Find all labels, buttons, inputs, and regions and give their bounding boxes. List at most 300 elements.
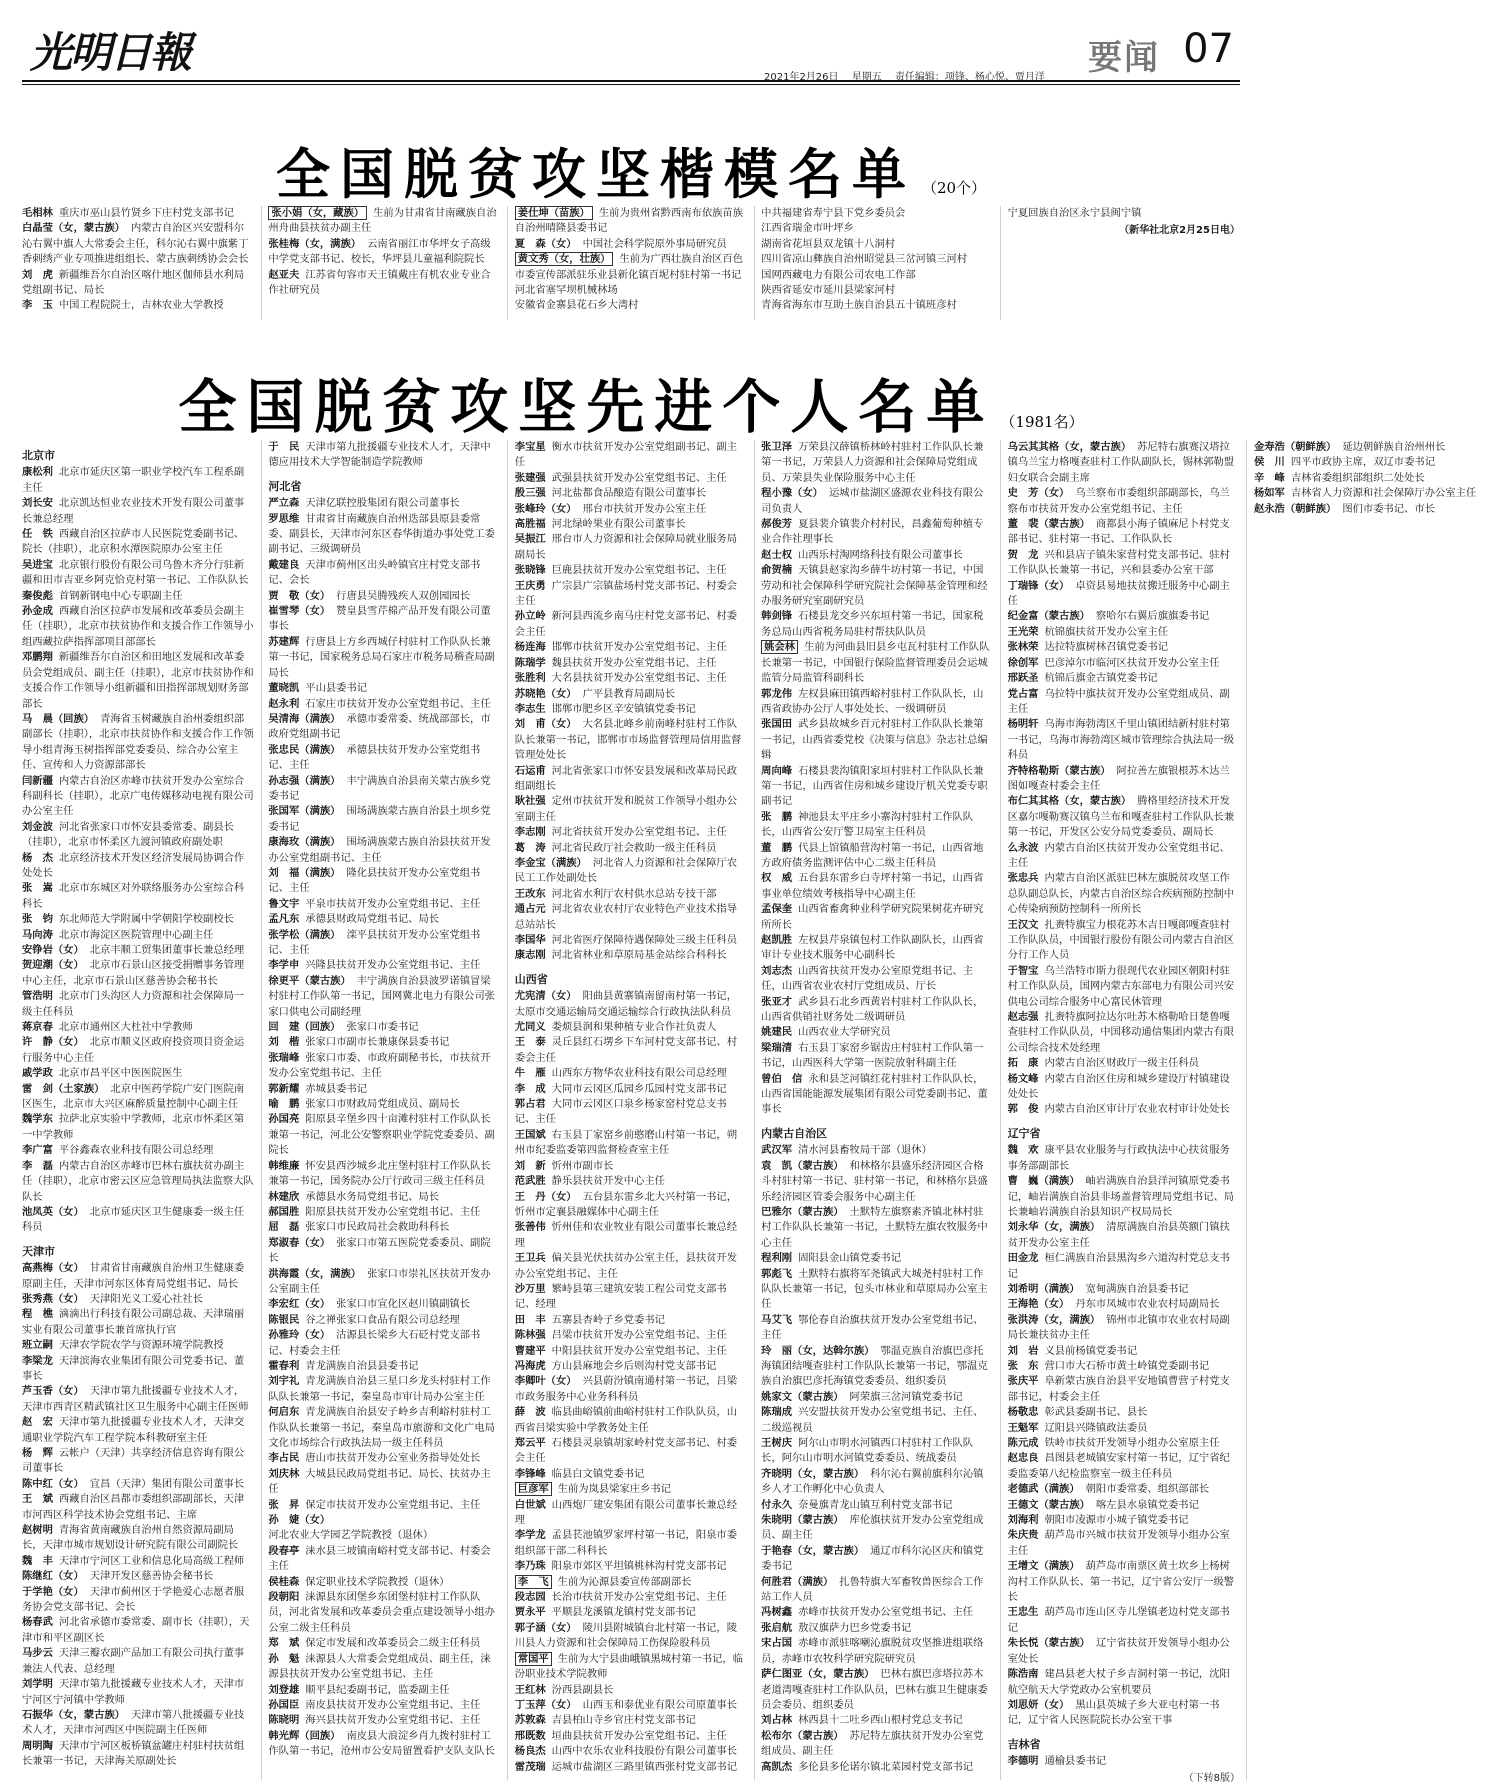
person-description: 科尔沁右翼前旗科尔沁镇乡人才工作孵化中心负责人 xyxy=(761,1467,984,1496)
person-description: 唐山市扶贫开发办公室业务指导处处长 xyxy=(305,1452,481,1465)
person-name: 高胜福 xyxy=(514,518,546,531)
person-name: 杨 辉 xyxy=(22,1447,53,1459)
person-name: 赵忠良 xyxy=(1007,1452,1039,1465)
list-item xyxy=(1008,1102,1240,1117)
list-item xyxy=(515,764,747,795)
person-name: 张学松（满族） xyxy=(268,928,341,941)
list-item xyxy=(268,1020,500,1035)
person-description: 西藏自治区拉萨市发展和改革委员会副主任（挂职），北京市扶贫协作和支援合作工作领导小组西藏拉萨指挥部项目部部长 xyxy=(22,605,254,648)
person-name: 段志园 xyxy=(514,1591,546,1604)
person-name: 蒋京春 xyxy=(22,1021,53,1034)
list-item xyxy=(22,774,254,820)
person-description: 垣曲县扶贫开发办公室党组书记、主任 xyxy=(551,1729,727,1742)
person-description: 丹东市凤城市农业农村局副局长 xyxy=(1075,1298,1220,1311)
person-description: 和林格尔县盛乐经济园区合格斗村驻村第一书记、驻村第一书记，和林格尔县盛乐经济园区管委会服务中心副主任 xyxy=(761,1159,988,1203)
person-name: 丁玉萍（女） xyxy=(514,1698,577,1711)
person-name: 陈中红（女） xyxy=(22,1477,84,1490)
person-name: 袁 凯（蒙古族） xyxy=(761,1159,844,1172)
person-name: 张忠民（满族） xyxy=(268,743,341,756)
model-list-body xyxy=(22,206,1240,320)
issue-weekday: 星期五 xyxy=(851,72,882,83)
person-name: 李乃珠 xyxy=(514,1560,546,1573)
person-name: 杨如军 xyxy=(1253,487,1285,500)
list-item xyxy=(22,1143,254,1158)
list-item xyxy=(761,841,993,872)
list-item xyxy=(268,774,500,805)
list-item xyxy=(515,841,747,856)
person-name: 赵士权 xyxy=(761,548,793,561)
person-name: 张 嵩 xyxy=(22,882,53,895)
person-description: 静乐县扶贫开发中心主任 xyxy=(551,1175,665,1188)
person-description: 朝阳市委常委、组织部部长 xyxy=(1085,1483,1210,1496)
list-item xyxy=(268,712,500,743)
list-item xyxy=(22,650,254,712)
person-description: 大同市云冈区口泉乡杨家窑村党总支书记、主任 xyxy=(514,1098,727,1126)
person-description: 赤城县委书记 xyxy=(305,1082,368,1095)
person-name: 雷茂瑞 xyxy=(514,1760,546,1773)
person-description: 邯郸市肥乡区辛安镇镇党委书记 xyxy=(551,702,696,715)
person-description: 国网西藏电力有限公司农电工作部 xyxy=(761,268,916,281)
person-description: 天津农学院农学与资源环境学院教授 xyxy=(58,1339,224,1352)
list-item xyxy=(1008,1559,1240,1605)
person-description: 吉林省人力资源和社会保障厅办公室主任 xyxy=(1290,487,1477,500)
list-item xyxy=(22,558,254,589)
person-name: 刘思妍（女） xyxy=(1007,1698,1070,1711)
list-item xyxy=(515,1621,747,1652)
person-description: 北京市延庆区第一职业学校汽车工程系副主任 xyxy=(22,466,245,494)
list-item xyxy=(761,1072,993,1118)
person-description: 察哈尔右翼后旗旗委书记 xyxy=(1095,610,1210,623)
list-item xyxy=(515,517,747,532)
list-item xyxy=(515,298,747,313)
person-description: 重庆市巫山县竹贤乡下庄村党支部书记 xyxy=(58,207,234,219)
person-name: 孙金成 xyxy=(22,605,53,618)
person-description: 青海省玉树藏族自治州委组织部副部长（挂职），北京市扶贫协作和支援合作工作领导小组青海玉树指挥部党委委员、综合办公室主任、宣传和人力资源部部长 xyxy=(22,712,254,772)
person-description: 河北省张家口市怀安县委常委、副县长（挂职），北京市怀柔区九渡河镇政府副处职 xyxy=(22,820,234,849)
person-description: 河北省民政厅社会救助一级主任科员 xyxy=(551,841,717,854)
person-name: 董 鹏 xyxy=(761,841,793,854)
person-description: 张家口市宣化区赵川镇副镇长 xyxy=(336,1298,471,1311)
list-item xyxy=(515,1359,747,1374)
person-name: 毛相林 xyxy=(22,207,53,219)
list-item xyxy=(515,1035,747,1066)
person-description: 涞源县东团堡乡东团堡村驻村工作队队员，河北省发展和改革委员会重点建设领导小组办公室二级主任科员 xyxy=(268,1591,495,1634)
person-description: 敖汉旗萨力巴乡党委书记 xyxy=(798,1621,912,1634)
person-description: 土默特右旗将军尧镇武大城尧村驻村工作队队长兼第一书记，包头市林业和草原局办公室主任 xyxy=(761,1267,988,1311)
person-description: 西藏自治区拉萨市人民医院党委副书记、院长（挂职），北京积水潭医院原办公室主任 xyxy=(22,528,245,556)
list-item xyxy=(268,1190,500,1205)
list-item xyxy=(1008,1010,1240,1056)
list-item xyxy=(761,1390,993,1405)
person-name: 刘 甫（女） xyxy=(514,718,577,731)
list-item xyxy=(761,268,993,283)
list-item xyxy=(1008,1436,1240,1451)
list-item xyxy=(1008,1313,1240,1344)
list-item xyxy=(515,1405,747,1436)
person-description: 五台县东雷乡北大兴村第一书记，忻州市定襄县融媒体中心副主任 xyxy=(514,1190,738,1218)
person-description: 阿拉善左旗银根苏木达兰图如嘎查村委会主任 xyxy=(1007,764,1230,792)
person-description: 义县前杨镇党委书记 xyxy=(1044,1344,1138,1357)
list-item xyxy=(515,1559,747,1574)
person-name: 徐创军 xyxy=(1007,656,1039,669)
person-description: 河北省扶贫开发办公室党组书记、主任 xyxy=(551,826,727,839)
person-description: 河北省张家口市怀安县发展和改革局民政组副组长 xyxy=(514,764,738,792)
person-name: 王汉文 xyxy=(1007,918,1039,931)
advanced-list-count: （1981名） xyxy=(1000,413,1084,431)
person-name: 孙国亮 xyxy=(268,1113,300,1126)
person-name: 赵永浩（朝鲜族） xyxy=(1253,502,1337,515)
list-item xyxy=(515,1220,747,1251)
list-item xyxy=(515,856,747,887)
person-description: 涞源县人大常委会党组成员、副主任，涞源县扶贫开发办公室党组书记、主任 xyxy=(268,1652,491,1681)
person-description: 中国工程院院士，吉林农业大学教授 xyxy=(58,299,224,312)
person-description: 张家口市民政局社会救助科科长 xyxy=(305,1221,450,1234)
person-name: 杨明轩 xyxy=(1007,718,1039,731)
person-description: 大名县扶贫开发办公室党组书记、主任 xyxy=(551,672,727,685)
person-name: 齐特格勒斯（蒙古族） xyxy=(1007,764,1111,777)
person-description: 夏县裴介镇裴介村村民，昌鑫葡萄种植专业合作社理事长 xyxy=(761,518,984,546)
list-item xyxy=(22,989,254,1020)
list-item xyxy=(268,1451,500,1466)
person-description: 兴安盟扶贫开发办公室党组书记、主任、二级巡视员 xyxy=(761,1406,984,1434)
person-description: 赤峰市派驻喀喇沁旗脱贫攻坚推进组联络员，赤峰市农牧科学研究院研究员 xyxy=(761,1637,984,1665)
person-description: 长治市扶贫开发办公室党组书记、主任 xyxy=(551,1591,727,1604)
person-description: 临县白文镇党委书记 xyxy=(551,1467,645,1480)
person-name: 孙 魁 xyxy=(268,1652,300,1665)
person-name: 刘庆林 xyxy=(268,1467,300,1480)
person-name: 宋占国 xyxy=(761,1637,793,1650)
list-item xyxy=(22,1554,254,1569)
person-description: 繁峙县第三建筑安装工程公司党支部书记、经理 xyxy=(514,1282,727,1311)
person-description: 拉萨北京实验中学教师，北京市怀柔区第一中学教师 xyxy=(22,1113,245,1141)
person-name: 丁瑞锋（女） xyxy=(1007,579,1070,592)
person-description: 天津亿联控股集团有限公司董事长 xyxy=(305,497,460,510)
region-heading: 山西省 xyxy=(514,972,548,986)
list-item xyxy=(515,1482,747,1497)
person-name: 杨敬忠 xyxy=(1007,1406,1039,1419)
person-description: 四平市政协主席，双辽市委书记 xyxy=(1290,456,1435,469)
person-name: 王改东 xyxy=(514,887,546,900)
person-name: 池凤英（女） xyxy=(22,1205,84,1218)
person-description: 北京凯达恒业农业技术开发有限公司董事长兼总经理 xyxy=(22,497,245,525)
person-name: 霍春利 xyxy=(268,1359,300,1372)
list-item xyxy=(515,252,747,283)
person-name: 赵永利 xyxy=(268,697,300,710)
person-description: 孟县苌池镇罗家坪村第一书记，阳泉市委组织部干部二科科长 xyxy=(514,1529,738,1557)
list-item xyxy=(761,237,993,252)
person-name: 白晶莹（女，蒙古族） xyxy=(22,222,125,235)
person-name: 沙万里 xyxy=(514,1282,546,1295)
person-name: 付永久 xyxy=(761,1498,793,1511)
person-name: 张亚才 xyxy=(761,995,793,1008)
list-item xyxy=(1008,717,1240,763)
person-description: 土默特左旗察素齐镇北林村驻村工作队队长兼第一书记，土默特左旗农牧服务中心主任 xyxy=(761,1205,988,1249)
list-item xyxy=(1008,548,1240,579)
list-item xyxy=(761,995,993,1026)
list-item xyxy=(515,1698,747,1713)
person-description: 北京市顺义区政府投资项目资金运行服务中心主任 xyxy=(22,1036,245,1064)
person-name: 苏建辉 xyxy=(268,635,300,648)
list-item xyxy=(761,1344,993,1390)
list-item xyxy=(761,1159,993,1205)
person-description: 谷之禅张家口食品有限公司总经理 xyxy=(305,1313,460,1326)
person-name: 孙志强（满族） xyxy=(268,774,341,787)
top-rule-thin xyxy=(22,84,1240,85)
person-description: 平泉市扶贫开发办公室党组书记、主任 xyxy=(305,897,481,910)
person-description: 多伦县多伦诺尔镇北菜园村党支部书记 xyxy=(798,1760,974,1773)
person-description: 天津市宁河区板桥镇盆罐庄村驻村扶贫组长兼第一书记，天津海关原副处长 xyxy=(22,1739,245,1768)
list-item xyxy=(1008,1698,1240,1729)
person-name: 侯 川 xyxy=(1253,456,1285,469)
list-item xyxy=(1008,609,1240,624)
list-item xyxy=(761,221,993,236)
person-description: 青龙满族自治县三星口乡龙头村驻村工作队队长兼第一书记，秦皇岛市审计局办公室主任 xyxy=(268,1375,491,1403)
list-item xyxy=(22,1446,254,1477)
list-item xyxy=(761,1621,993,1636)
person-name: 于学艳（女） xyxy=(22,1585,84,1598)
person-name: 姜仕坤（苗族） xyxy=(515,206,593,220)
person-description: 运城市盐湖区三路里镇西张村党支部书记 xyxy=(551,1760,738,1773)
person-description: 兴县蔚汾镇南通村第一书记，吕梁市政务服务中心业务科科员 xyxy=(514,1375,738,1403)
list-item xyxy=(268,496,500,511)
person-name: 陈晓明 xyxy=(268,1714,300,1727)
person-description: 丰宁满族自治县南关蒙古族乡党委书记 xyxy=(268,774,491,802)
list-item xyxy=(22,1112,254,1143)
person-description: 河北省水利厅农村供水总站专技干部 xyxy=(551,887,717,900)
person-name: 韩维廉 xyxy=(268,1159,300,1172)
list-item xyxy=(761,1760,993,1775)
list-item xyxy=(268,635,500,681)
person-name: 尤宪清（女） xyxy=(514,990,577,1003)
person-name: 康海玫（满族） xyxy=(268,836,341,849)
person-description: 苏尼特右旗赛汉塔拉镇乌兰宝力格嘎查驻村工作队副队长，锡林郭勒盟妇女联合会副主席 xyxy=(1007,441,1235,484)
person-description: 行唐县吴腾残疾人双创园园长 xyxy=(336,589,471,602)
person-name: 巨彦军 xyxy=(515,1482,552,1496)
list-item xyxy=(515,1760,747,1775)
list-item xyxy=(1008,206,1240,221)
list-item xyxy=(761,1041,993,1072)
person-name: 郭 俊 xyxy=(1007,1103,1039,1116)
person-description: 承德市委常委、统战部部长，市政府党组副书记 xyxy=(268,712,491,741)
list-item xyxy=(22,589,254,604)
region-heading: 辽宁省 xyxy=(1007,1126,1041,1140)
person-description: 北京银行股份有限公司乌鲁木齐分行驻新疆和田市吉亚乡阿克恰克村第一书记、工作队队长 xyxy=(22,558,249,587)
section-name: 要闻 xyxy=(1088,38,1160,78)
person-name: 刘学明 xyxy=(22,1678,53,1691)
list-item xyxy=(268,958,500,973)
person-name: 秦俊彪 xyxy=(22,589,53,602)
person-name: 马 晨（回族） xyxy=(22,712,95,725)
list-item xyxy=(268,1328,500,1359)
person-name: 李 飞 xyxy=(515,1575,552,1589)
person-description: 行唐县上方乡西城仔村驻村工作队队长兼第一书记，国家税务总局石家庄市税务局稽查局副局长 xyxy=(268,635,495,679)
person-name: 吴清海（满族） xyxy=(268,712,341,725)
list-item xyxy=(1254,440,1486,455)
person-description: 武乡县石北乡西黄岩村驻村工作队队长，山西省供销社财务处二级调研员 xyxy=(761,995,984,1024)
person-name: 张国军（满族） xyxy=(268,805,341,818)
person-description: 邯郸市扶贫开发办公室党组书记、主任 xyxy=(551,641,727,654)
model-list-count: （20个） xyxy=(921,179,987,197)
person-name: 刘希明（满族） xyxy=(1007,1282,1080,1295)
list-item xyxy=(268,237,500,268)
list-item xyxy=(515,1590,747,1605)
person-name: 王红林 xyxy=(514,1683,546,1696)
list-item xyxy=(268,1112,500,1158)
person-name: 曾伯 信 xyxy=(761,1072,803,1085)
model-list-title: 全国脱贫攻坚楷模名单 xyxy=(275,143,916,206)
person-name: 刘宇礼 xyxy=(268,1375,300,1388)
list-item xyxy=(1008,687,1240,718)
person-name: 陈元成 xyxy=(1007,1437,1039,1449)
person-description: 邢台市人力资源和社会保障局就业服务局副局长 xyxy=(514,533,738,561)
person-name: 韩剑锋 xyxy=(761,610,793,623)
list-item xyxy=(515,887,747,902)
person-name: 王增文（满族） xyxy=(1007,1560,1080,1573)
list-item xyxy=(761,206,993,221)
list-item xyxy=(268,1729,500,1760)
person-description: 张家口市委、市政府副秘书长，市扶贫开发办公室党组书记、主任 xyxy=(268,1051,491,1080)
person-name: 郭彪飞 xyxy=(761,1267,793,1280)
person-name: 王魁军 xyxy=(1007,1421,1039,1434)
person-name: 贾 敬（女） xyxy=(268,589,331,602)
list-item xyxy=(515,794,747,825)
list-item xyxy=(515,471,747,486)
person-description: 新疆维吾尔自治区和田地区发展和改革委员会党组成员、副主任（挂职），北京市扶贫协作和支援合作工作领导小组新疆和田指挥部规划财务部部长 xyxy=(22,651,254,710)
person-description: 邢台市扶贫开发办公室主任 xyxy=(582,502,707,515)
person-name: 鲁文宇 xyxy=(268,897,300,910)
person-name: 贺迎潮（女） xyxy=(22,959,84,972)
person-name: 张洪涛（女，满族） xyxy=(1007,1313,1101,1326)
list-item xyxy=(515,1436,747,1467)
list-item xyxy=(22,928,254,943)
person-description: 生前为岚县梁家庄乡书记 xyxy=(557,1483,671,1496)
person-description: 葫芦岛市兴城市扶贫开发领导小组办公室主任 xyxy=(1007,1529,1230,1557)
person-name: 杨连海 xyxy=(514,641,546,654)
list-item xyxy=(1008,579,1240,610)
person-description: 内蒙古自治区住房和城乡建设厅村镇建设处处长 xyxy=(1007,1072,1230,1101)
person-description: 天津市第九批援藏专业技术人才，天津市宁河区宁河镇中学教师 xyxy=(22,1678,245,1706)
list-item xyxy=(761,609,993,640)
list-item xyxy=(22,1354,254,1385)
list-item xyxy=(515,1729,747,1744)
person-name: 王海艳（女） xyxy=(1007,1298,1070,1311)
advanced-list-body xyxy=(22,440,1477,1780)
person-description: 黑山县英城子乡大亚屯村第一书记，辽宁省人民医院院长办公室干事 xyxy=(1007,1698,1220,1727)
list-item xyxy=(1008,1056,1240,1071)
person-description: 青海省黄南藏族自治州自然资源局副局长，天津市城市规划设计研究院有限公司副院长 xyxy=(22,1524,239,1552)
person-description: 南皮县大浪淀乡肖九拨村驻村工作队第一书记，沧州市公安局留置看护支队支队长 xyxy=(268,1729,495,1758)
person-name: 武汉军 xyxy=(761,1144,793,1157)
person-name: 薛 波 xyxy=(514,1406,546,1419)
list-item xyxy=(761,440,993,486)
person-name: 于 民 xyxy=(268,441,300,453)
person-description: 葫芦岛市南票区黄土坎乡上杨树沟村工作队队长、第一书记，辽宁省公安厅一级警长 xyxy=(1007,1560,1235,1604)
list-item xyxy=(268,1498,500,1513)
region-heading: 吉林省 xyxy=(1007,1737,1041,1751)
person-description: 平谷鑫森农业科技有限公司总经理 xyxy=(58,1144,214,1157)
person-description: 巴林右旗巴彦塔拉苏木老道湾嘎查驻村工作队队员，巴林右旗卫生健康委员会委员、组织委员 xyxy=(761,1668,988,1711)
person-name: 邢既数 xyxy=(514,1729,546,1742)
person-name: 李金宝（满族） xyxy=(514,856,587,869)
person-name: 殷三强 xyxy=(514,487,546,500)
list-item xyxy=(515,502,747,517)
person-description: 乌兰察布市委组织部副部长，乌兰察布市扶贫开发办公室党组书记、主任 xyxy=(1007,487,1230,515)
person-description: 灵丘县红石塄乡下车河村党支部书记、村委会主任 xyxy=(514,1036,738,1064)
person-description: 喀左县水泉镇党委书记 xyxy=(1095,1498,1199,1511)
person-description: 天津开发区慈善协会秘书长 xyxy=(89,1570,214,1583)
person-name: 俞贺楠 xyxy=(761,564,793,577)
list-item xyxy=(22,496,254,527)
person-description: 隆化县扶贫开发办公室党组书记、主任 xyxy=(268,866,481,895)
person-description: 陵川县附城镇台北村第一书记，陵川县人力资源和社会保障局工伤保险股科员 xyxy=(514,1621,738,1650)
advanced-list-title: 全国脱贫攻坚先进个人名单 xyxy=(178,373,995,441)
person-name: 王树庆 xyxy=(761,1437,793,1449)
list-item xyxy=(1008,671,1240,686)
person-name: 林建欣 xyxy=(268,1190,300,1203)
list-item xyxy=(1254,486,1486,501)
person-name: 张卫泽 xyxy=(761,441,793,453)
list-item xyxy=(515,989,747,1020)
person-description: 乌海市海勃湾区千里山镇团结新村驻村第一书记，乌海市海勃湾区城市管理综合执法局一级科员 xyxy=(1007,718,1235,762)
list-item xyxy=(268,440,500,471)
person-description: 湖南省花垣县双龙镇十八洞村 xyxy=(761,237,896,250)
person-name: 刘海利 xyxy=(1007,1514,1039,1527)
person-description: 运城市盐湖区盛源农业科技有限公司负责人 xyxy=(761,487,984,515)
list-item xyxy=(22,1066,254,1081)
list-item xyxy=(761,298,993,313)
person-description: 河北省农业农村厅农业特色产业技术指导总站站长 xyxy=(514,903,738,931)
person-name: 赵树明 xyxy=(22,1524,53,1537)
person-description: 河北省塞罕坝机械林场 xyxy=(514,284,618,297)
person-name: 拓 康 xyxy=(1007,1057,1039,1070)
list-item xyxy=(515,1251,747,1282)
list-item xyxy=(268,1359,500,1374)
person-name: 赵亚夫 xyxy=(268,268,300,281)
person-description: 杭锦旗扶贫开发办公室主任 xyxy=(1044,625,1169,638)
person-name: 李宝星 xyxy=(514,441,546,453)
person-name: 高燕梅（女） xyxy=(22,1262,84,1275)
list-item xyxy=(1254,471,1486,486)
person-description: 大同市云冈区瓜园乡瓜园村党支部书记 xyxy=(551,1082,727,1095)
person-description: 阜新蒙古族自治县平安地镇曹营子村党支部书记，村委会主任 xyxy=(1007,1375,1230,1403)
person-name: 马艾飞 xyxy=(761,1313,793,1326)
person-name: 巴雅尔（蒙古族） xyxy=(761,1205,844,1218)
list-item xyxy=(22,1415,254,1446)
person-description: 保定市发展和改革委员会二级主任科员 xyxy=(305,1637,481,1650)
person-name: 常国平 xyxy=(515,1652,552,1666)
list-item xyxy=(761,640,993,686)
person-description: 彰武县委副书记、县长 xyxy=(1044,1406,1148,1419)
list-item xyxy=(1008,1421,1240,1436)
person-name: 张晓锋 xyxy=(514,564,546,577)
person-description: 中国社会科学院原外事局研究员 xyxy=(582,237,727,250)
list-item xyxy=(22,1020,254,1035)
list-item xyxy=(1008,1513,1240,1528)
person-description: 滴滴出行科技有限公司副总裁、天津瑞丽实业有限公司董事长兼首席执行官 xyxy=(22,1308,245,1336)
list-item xyxy=(1008,625,1240,640)
person-description: 朝阳市凌源市小城子镇党委书记 xyxy=(1044,1514,1189,1527)
person-description: 内蒙古自治区兴安盟科尔沁右翼中旗人大常委会主任，科尔沁右翼中旗紫丁香刺绣产业专项推进组组长、蒙古族刺绣协会会长 xyxy=(22,222,249,266)
person-name: 任 铁 xyxy=(22,528,53,541)
person-description: 赤峰市扶贫开发办公室党组书记、主任 xyxy=(798,1606,974,1619)
person-name: 李 玉 xyxy=(22,299,53,312)
person-name: 张秀燕（女） xyxy=(22,1292,84,1305)
person-description: 锦州市北镇市农业农村局副局长兼扶贫办主任 xyxy=(1007,1313,1230,1342)
list-item xyxy=(515,1744,747,1759)
person-name: 马步云 xyxy=(22,1647,53,1660)
person-description: 天津市宁河区工业和信息化局高级工程师 xyxy=(58,1554,245,1567)
list-item xyxy=(515,579,747,610)
